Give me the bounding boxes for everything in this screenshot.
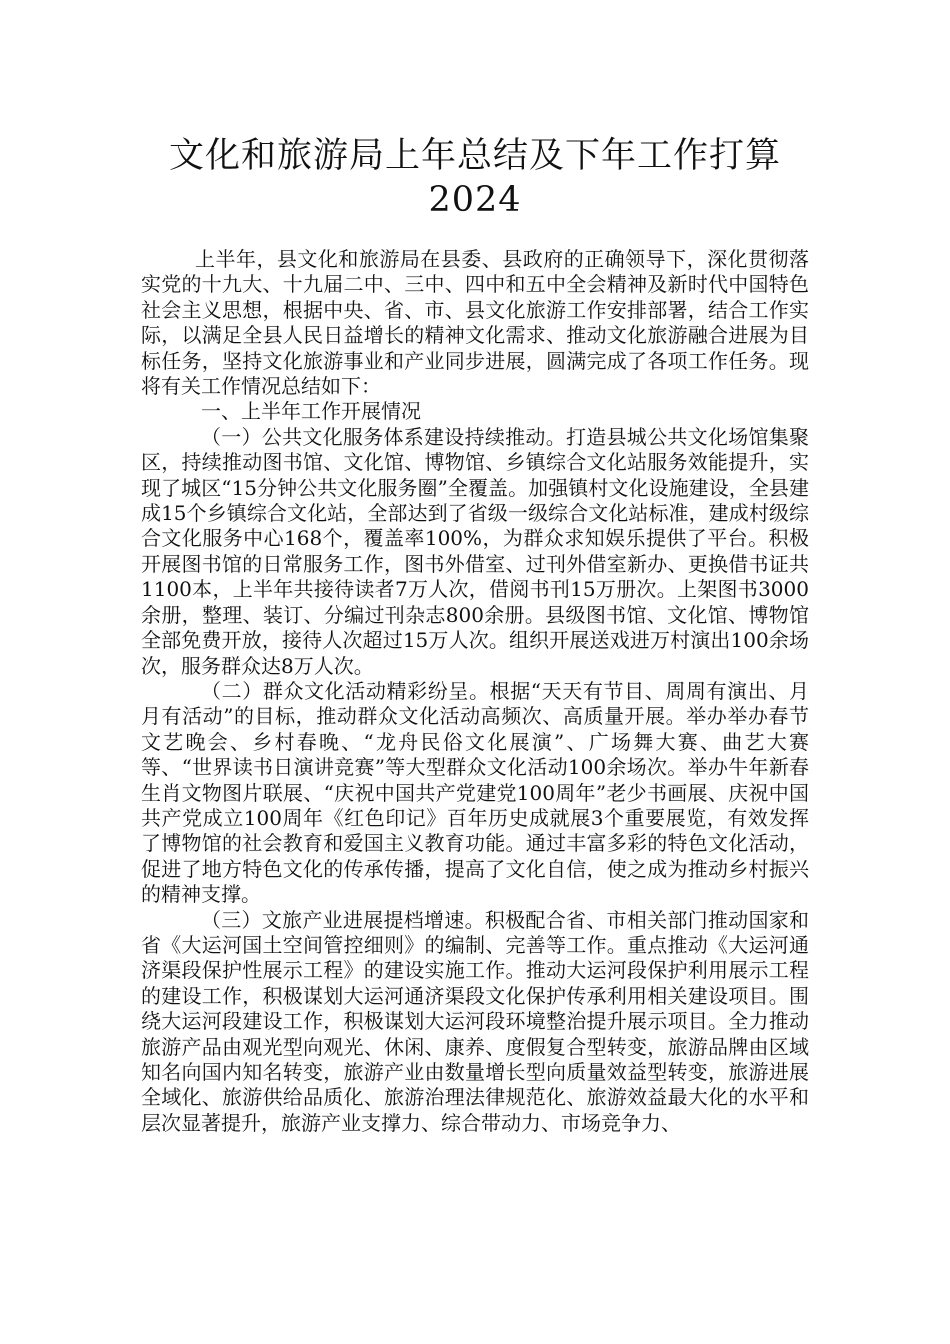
subsection-public-culture: （一）公共文化服务体系建设持续推动。打造县城公共文化场馆集聚区，持续推动图书馆、文化馆、博物馆、乡镇综合文化站服务效能提升，实现了城区“15分钟公共文化服务圈”全覆盖。加强镇村文化设施建设，全县建成15个乡镇综合文化站，全部达到了省级一级综合文化站标准，建成村级综合文化服务中心168个，覆盖率100%，为群众求知娱乐提供了平台。积极开展图书馆的日常服务工作，图书外借室、过刊外借室新办、更换借书证共1100本，上半年共接待读者7万人次，借阅书刊15万册次。上架图书3000余册，整理、装订、分编过刊杂志800余册。县级图书馆、文化馆、博物馆全部免费开放，接待人次超过15万人次。组织开展送戏进万村演出100余场次，服务群众达8万人次。 [141,424,809,678]
section-heading: 一、上半年工作开展情况 [201,399,421,424]
document-body [141,247,809,1136]
document-year: 2024 [428,180,522,220]
intro-paragraph: 上半年，县文化和旅游局在县委、县政府的正确领导下，深化贯彻落实党的十九大、十九届二中、三中、四中和五中全会精神及新时代中国特色社会主义思想，根据中央、省、市、县文化旅游工作安排部署，结合工作实际，以满足全县人民日益增长的精神文化需求、推动文化旅游融合进展为目标任务，坚持文化旅游事业和产业同步进展，圆满完成了各项工作任务。现将有关工作情况总结如下： [141,247,809,399]
subsection-tourism-industry: （三）文旅产业进展提档增速。积极配合省、市相关部门推动国家和省《大运河国土空间管控细则》的编制、完善等工作。重点推动《大运河通济渠段保护性展示工程》的建设实施工作。推动大运河段保护利用展示工程的建设工作，积极谋划大运河通济渠段文化保护传承利用相关建设项目。围绕大运河段建设工作，积极谋划大运河段环境整治提升展示项目。全力推动旅游产品由观光型向观光、休闲、康养、度假复合型转变，旅游品牌由区域知名向国内知名转变，旅游产业由数量增长型向质量效益型转变，旅游进展全域化、旅游供给品质化、旅游治理法律规范化、旅游效益最大化的水平和层次显著提升，旅游产业支撑力、综合带动力、市场竞争力、 [141,907,809,1135]
subsection-mass-culture: （二）群众文化活动精彩纷呈。根据“天天有节目、周周有演出、月月有活动”的目标，推动群众文化活动高频次、高质量开展。举办举办春节文艺晚会、乡村春晚、“龙舟民俗文化展演”、广场舞大赛、曲艺大赛等、“世界读书日演讲竞赛”等大型群众文化活动100余场次。举办牛年新春生肖文物图片联展、“庆祝中国共产党建党100周年”老少书画展、庆祝中国共产党成立100周年《红色印记》百年历史成就展3个重要展览，有效发挥了博物馆的社会教育和爱国主义教育功能。通过丰富多彩的特色文化活动，促进了地方特色文化的传承传播，提高了文化自信，使之成为推动乡村振兴的精神支撑。 [141,678,809,907]
document-title: 文化和旅游局上年总结及下年工作打算 [168,136,781,176]
